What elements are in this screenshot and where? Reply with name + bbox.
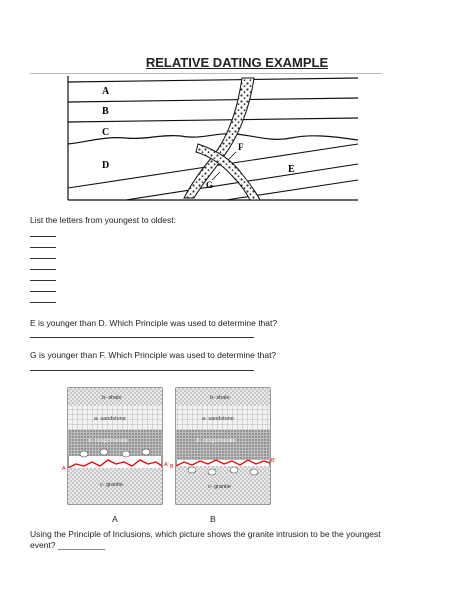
answer-blank-1[interactable] (30, 236, 56, 237)
panel-a-layer-shale: b- shale (102, 395, 122, 401)
label-e: E (288, 164, 295, 175)
panel-b-layer-shale: b- shale (210, 395, 230, 401)
label-f: F (238, 142, 244, 152)
answer-blank-5[interactable] (30, 280, 56, 281)
inclusions-diagram (60, 382, 280, 514)
answer-blank-4[interactable] (30, 269, 56, 270)
label-a: A (102, 86, 110, 97)
panel-a-layer-sandstone: a- sandstone (94, 416, 126, 422)
panel-b-contact (176, 460, 270, 466)
page-title: RELATIVE DATING EXAMPLE (145, 55, 329, 70)
panel-b (170, 388, 276, 504)
answer-blank-2[interactable] (30, 247, 56, 248)
layer-a-bottom (68, 98, 358, 102)
pointer-g (212, 172, 220, 180)
unconformity-line (68, 134, 358, 144)
panel-a-marker-left: A (62, 466, 66, 472)
panel-b-conglomerate (176, 430, 270, 460)
layer-b-bottom (68, 118, 358, 122)
question-3: G is younger than F. Which Principle was used to determine that? (30, 350, 277, 360)
answer-blank-3[interactable] (30, 258, 56, 259)
panel-b-marker-right: B' (271, 458, 276, 464)
panel-b-layer-sandstone: a- sandstone (202, 416, 234, 422)
label-c: C (102, 127, 110, 138)
panel-a-layer-granite: c- granite (100, 482, 123, 488)
answer-blank-7[interactable] (30, 302, 56, 303)
panel-a (62, 388, 169, 504)
panel-a-marker-right: A' (164, 462, 169, 468)
panel-b-marker-left: B (170, 464, 174, 470)
list-prompt: List the letters from youngest to oldest: (30, 215, 176, 225)
panel-a-contact (68, 460, 162, 468)
answer-line-q3[interactable] (30, 370, 254, 371)
relative-dating-cross-section (66, 76, 366, 202)
answer-blank-q4[interactable]: __________ (57, 540, 106, 550)
question-4-line-1: Using the Principle of Inclusions, which picture shows the granite intrusion to be the youngest (30, 529, 381, 539)
question-4-text: event? (30, 540, 56, 550)
panel-b-caption: B (210, 514, 216, 524)
label-g: G (206, 180, 214, 190)
layer-a-top (68, 78, 358, 82)
question-4-line-2 (30, 540, 105, 551)
answer-blank-6[interactable] (30, 291, 56, 292)
answer-line-q2[interactable] (30, 337, 254, 338)
label-d: D (102, 160, 110, 171)
panel-b-layer-conglomerate: d- conglomerate (196, 438, 236, 444)
pointer-f (228, 152, 236, 160)
panel-b-layer-granite: c- granite (208, 484, 231, 490)
question-2: E is younger than D. Which Principle was used to determine that? (30, 318, 278, 328)
title-divider (30, 73, 382, 74)
panel-a-caption: A (112, 514, 118, 524)
panel-a-layer-conglomerate: d- conglomerate (88, 438, 128, 444)
label-b: B (102, 106, 109, 117)
